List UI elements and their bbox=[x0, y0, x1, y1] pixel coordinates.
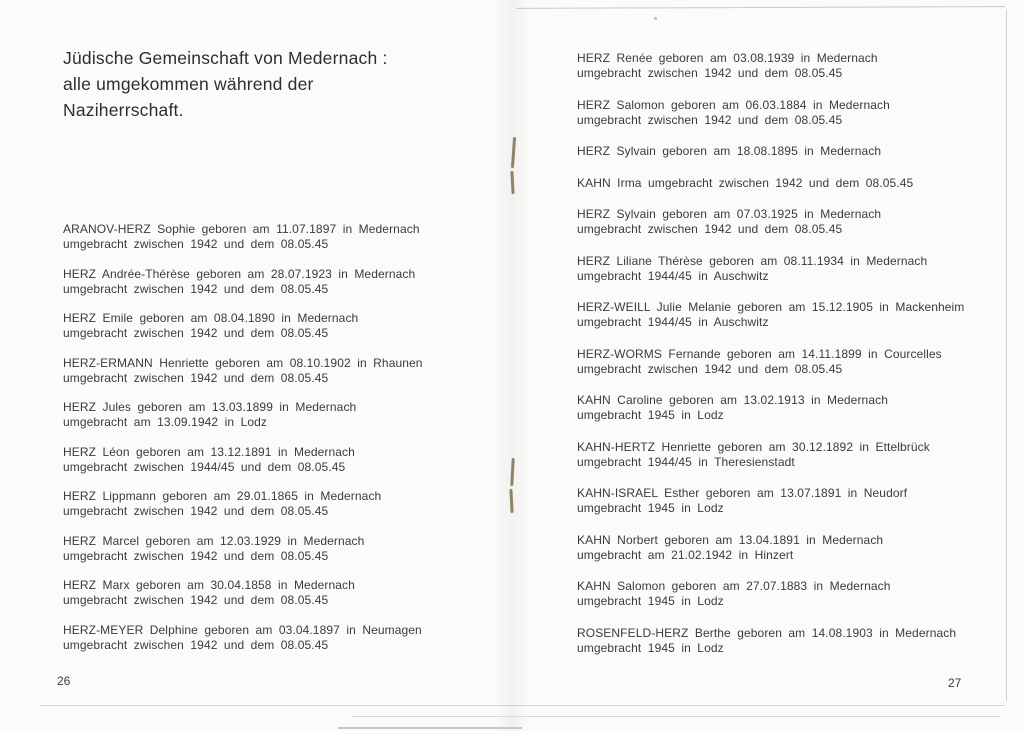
victim-entry-line2: umgebracht 1945 in Lodz bbox=[577, 501, 724, 515]
page-number-right: 27 bbox=[948, 676, 962, 690]
page-number-left: 26 bbox=[57, 674, 71, 688]
victim-entry-line1: KAHN Salomon geboren am 27.07.1883 in Medernach bbox=[577, 579, 891, 593]
victim-entry-line1: HERZ-WORMS Fernande geboren am 14.11.1899 in Courcelles bbox=[577, 346, 942, 361]
title-line-3: Naziherrschaft. bbox=[63, 100, 184, 120]
victim-entry-line2: umgebracht zwischen 1942 und dem 08.05.45 bbox=[577, 222, 843, 236]
victim-entry bbox=[577, 533, 1017, 563]
victim-entry-line1: KAHN Norbert geboren am 13.04.1891 in Medernach bbox=[577, 532, 884, 547]
victim-entry bbox=[577, 176, 1017, 191]
victim-entry bbox=[577, 393, 1017, 423]
victim-entry-line2: umgebracht zwischen 1942 und dem 08.05.45 bbox=[63, 370, 329, 385]
victim-entry bbox=[63, 534, 493, 564]
victim-entry bbox=[63, 311, 493, 341]
victim-entry-line2: umgebracht zwischen 1942 und dem 08.05.45 bbox=[63, 281, 329, 296]
victim-entry-line1: HERZ Jules geboren am 13.03.1899 in Medernach bbox=[63, 400, 357, 414]
victim-entry-line1: KAHN Caroline geboren am 13.02.1913 in Medernach bbox=[577, 393, 888, 407]
victim-entry-line1: ROSENFELD-HERZ Berthe geboren am 14.08.1903 in Medernach bbox=[577, 625, 957, 640]
victim-entry bbox=[63, 623, 493, 653]
victim-entry bbox=[63, 578, 493, 608]
victim-entry-line2: umgebracht zwischen 1942 und dem 08.05.45 bbox=[63, 326, 329, 340]
victim-entry-line1: HERZ Lippmann geboren am 29.01.1865 in Medernach bbox=[63, 489, 382, 503]
victim-entry-line1: HERZ Sylvain geboren am 18.08.1895 in Medernach bbox=[577, 144, 882, 158]
victim-entry-line2: umgebracht zwischen 1942 und dem 08.05.45 bbox=[577, 66, 843, 80]
victim-entry-line1: HERZ Liliane Thérèse geboren am 08.11.1934 in Medernach bbox=[577, 253, 928, 268]
victim-entry-line1: KAHN-HERTZ Henriette geboren am 30.12.1892 in Ettelbrück bbox=[577, 439, 930, 454]
victim-entry-line1: ARANOV-HERZ Sophie geboren am 11.07.1897 in Medernach bbox=[63, 222, 420, 236]
victim-entry-line2: umgebracht 1945 in Lodz bbox=[577, 640, 724, 655]
victim-entry-line2: umgebracht zwischen 1942 und dem 08.05.45 bbox=[577, 361, 843, 376]
victim-entry-line1: HERZ Sylvain geboren am 07.03.1925 in Medernach bbox=[577, 207, 882, 221]
victim-entry-line1: HERZ Renée geboren am 03.08.1939 in Medernach bbox=[577, 51, 878, 65]
victim-entry-line2: umgebracht zwischen 1942 und dem 08.05.45 bbox=[63, 237, 329, 251]
victim-entry-line2: umgebracht zwischen 1942 und dem 08.05.45 bbox=[63, 548, 329, 563]
victim-entry bbox=[577, 51, 1017, 81]
victim-entry-line2: umgebracht 1945 in Lodz bbox=[577, 408, 724, 422]
victim-entry bbox=[577, 440, 1017, 470]
victim-entry-line1: KAHN Irma umgebracht zwischen 1942 und dem 08.05.45 bbox=[577, 175, 914, 190]
victim-entry-line2: umgebracht am 13.09.1942 in Lodz bbox=[63, 415, 267, 429]
victim-entry-line1: HERZ Léon geboren am 13.12.1891 in Medernach bbox=[63, 444, 355, 459]
victim-entry bbox=[577, 98, 1017, 128]
victim-entry bbox=[63, 400, 493, 430]
victim-entry-line2: umgebracht 1944/45 in Theresienstadt bbox=[577, 454, 795, 469]
page-right bbox=[511, 0, 1023, 731]
victim-entry bbox=[63, 356, 493, 386]
victim-list-left bbox=[63, 222, 493, 667]
victim-entry-line2: umgebracht zwischen 1942 und dem 08.05.45 bbox=[577, 112, 843, 127]
title-line-1: Jüdische Gemeinschaft von Medernach : bbox=[63, 48, 388, 68]
victim-entry bbox=[63, 267, 493, 297]
victim-entry-line1: HERZ-MEYER Delphine geboren am 03.04.1897 in Neumagen bbox=[63, 622, 422, 637]
victim-entry-line1: HERZ-ERMANN Henriette geboren am 08.10.1902 in Rhaunen bbox=[63, 355, 423, 370]
victim-entry-line2: umgebracht 1944/45 in Auschwitz bbox=[577, 268, 769, 283]
victim-entry-line2: umgebracht zwischen 1942 und dem 08.05.45 bbox=[63, 504, 329, 518]
victim-entry-line2: umgebracht zwischen 1942 und dem 08.05.45 bbox=[63, 593, 329, 607]
victim-entry bbox=[577, 579, 1017, 609]
victim-entry bbox=[63, 445, 493, 475]
victim-entry bbox=[577, 347, 1017, 377]
page-left bbox=[0, 0, 511, 731]
title-line-2: alle umgekommen während der bbox=[63, 74, 314, 94]
victim-entry bbox=[577, 486, 1017, 516]
victim-entry bbox=[577, 626, 1017, 656]
victim-entry-line2: umgebracht 1945 in Lodz bbox=[577, 594, 724, 608]
victim-entry bbox=[577, 207, 1017, 237]
victim-entry bbox=[577, 254, 1017, 284]
victim-entry-line2: umgebracht 1944/45 in Auschwitz bbox=[577, 315, 769, 329]
victim-entry-line2: umgebracht am 21.02.1942 in Hinzert bbox=[577, 547, 794, 562]
victim-entry-line1: HERZ Salomon geboren am 06.03.1884 in Medernach bbox=[577, 97, 890, 112]
victim-entry-line1: HERZ Marx geboren am 30.04.1858 in Medernach bbox=[63, 578, 355, 592]
victim-entry-line2: umgebracht zwischen 1942 und dem 08.05.45 bbox=[63, 637, 329, 652]
victim-entry bbox=[63, 489, 493, 519]
victim-entry-line1: HERZ Emile geboren am 08.04.1890 in Medernach bbox=[63, 311, 359, 325]
victim-entry bbox=[63, 222, 493, 252]
victim-entry-line2: umgebracht zwischen 1944/45 und dem 08.05.45 bbox=[63, 459, 346, 474]
victim-entry-line1: HERZ Andrée-Thérèse geboren am 28.07.1923 in Medernach bbox=[63, 266, 416, 281]
victim-entry-line1: HERZ-WEILL Julie Melanie geboren am 15.12.1905 in Mackenheim bbox=[577, 300, 965, 314]
victim-entry-line1: HERZ Marcel geboren am 12.03.1929 in Medernach bbox=[63, 533, 365, 548]
victim-list-right bbox=[577, 51, 1017, 672]
victim-entry bbox=[577, 300, 1017, 330]
page-title bbox=[63, 45, 388, 123]
victim-entry bbox=[577, 144, 1017, 159]
victim-entry-line1: KAHN-ISRAEL Esther geboren am 13.07.1891 in Neudorf bbox=[577, 486, 908, 500]
